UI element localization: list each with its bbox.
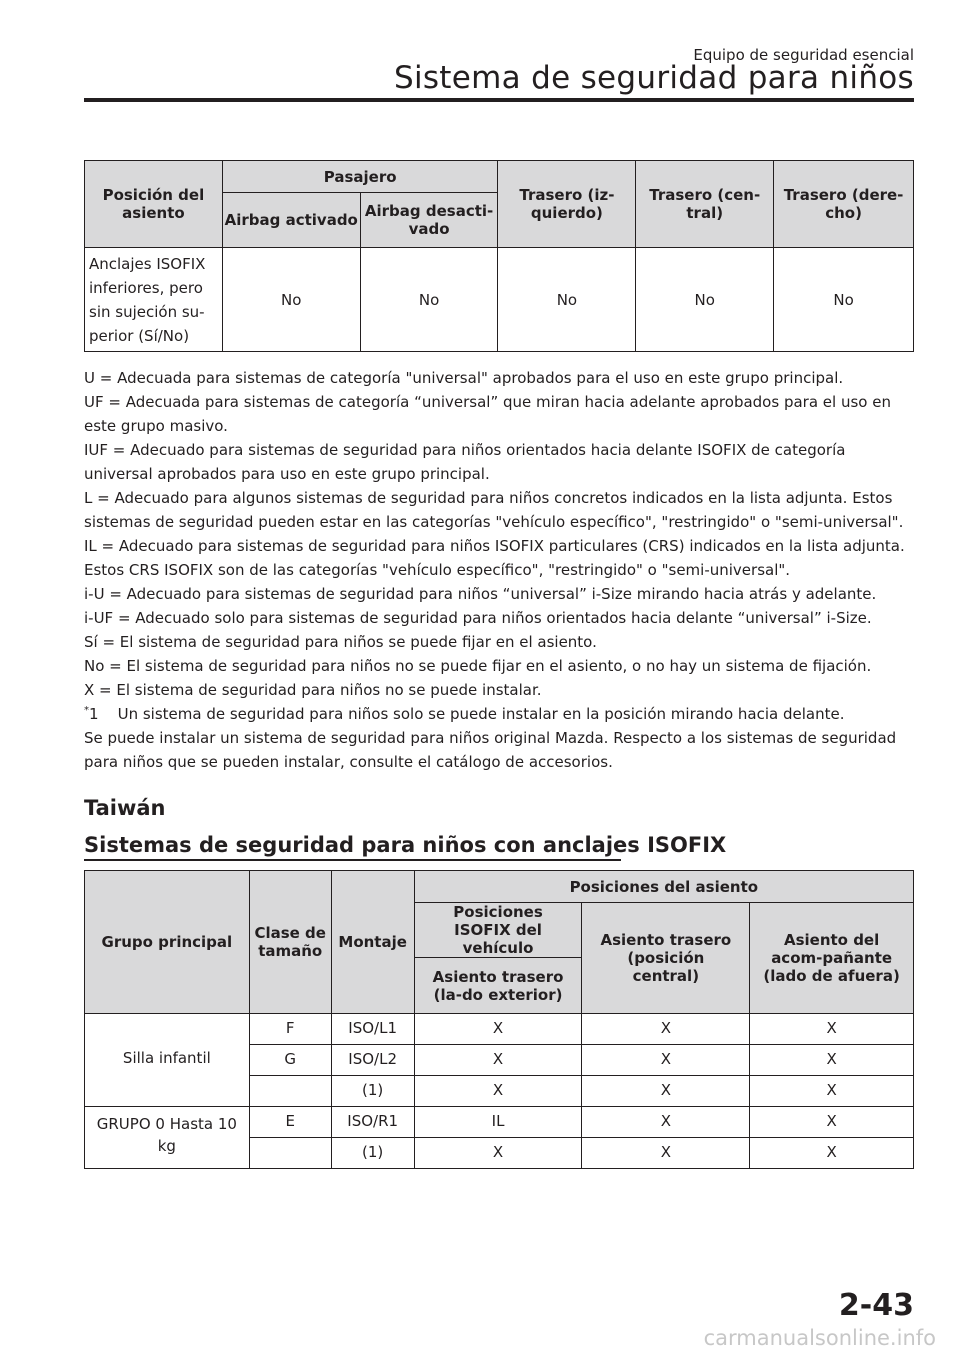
front-passenger-cell: X bbox=[750, 1045, 914, 1076]
section-title: Taiwán bbox=[84, 796, 166, 820]
subsection-underline bbox=[84, 859, 621, 861]
rear-central-cell: X bbox=[582, 1045, 750, 1076]
header-mounting: Montaje bbox=[331, 871, 414, 1014]
value-rear-center: No bbox=[636, 248, 774, 352]
header-front-passenger: Asiento del acom-pañante (lado de afuera) bbox=[750, 903, 914, 1014]
size-class-cell: F bbox=[249, 1014, 331, 1045]
group-label: GRUPO 0 Hasta 10 kg bbox=[85, 1107, 250, 1169]
subsection-title: Sistemas de seguridad para niños con anclajes ISOFIX bbox=[84, 833, 727, 857]
group-label: Silla infantil bbox=[85, 1014, 250, 1107]
note-il: IL = Adecuado para sistemas de seguridad para niños ISOFIX particulares (CRS) indicados en la lista adjunta. Estos CRS ISOFIX son de las categorías "vehículo específico", "restringido" o "semi-universal". bbox=[84, 537, 905, 579]
rear-central-cell: X bbox=[582, 1014, 750, 1045]
table-row bbox=[85, 1014, 914, 1045]
front-passenger-cell: X bbox=[750, 1138, 914, 1169]
header-rear-outer: Asiento trasero (la-do exterior) bbox=[414, 958, 582, 1014]
size-class-cell bbox=[249, 1138, 331, 1169]
value-rear-left: No bbox=[498, 248, 636, 352]
front-passenger-cell: X bbox=[750, 1107, 914, 1138]
page-number: 2-43 bbox=[838, 1288, 914, 1323]
rear-outer-cell: X bbox=[414, 1076, 582, 1107]
header-passenger: Pasajero bbox=[222, 161, 498, 193]
mounting-cell: ISO/L2 bbox=[331, 1045, 414, 1076]
note-i-uf: i-UF = Adecuado solo para sistemas de seguridad para niños orientados hacia delante “universal” i-Size. bbox=[84, 609, 872, 627]
note-uf: UF = Adecuada para sistemas de categoría “universal” que miran hacia adelante aprobados para el uso en este grupo masivo. bbox=[84, 393, 891, 435]
row-label-line: perior (Sí/No) bbox=[89, 326, 190, 345]
value-airbag-on: No bbox=[222, 248, 360, 352]
rear-central-cell: X bbox=[582, 1107, 750, 1138]
header-rear-center: Trasero (cen-tral) bbox=[636, 161, 774, 248]
header-rear-left: Trasero (iz-quierdo) bbox=[498, 161, 636, 248]
row-label-isofix bbox=[85, 248, 223, 352]
seat-position-table bbox=[84, 160, 914, 352]
footnote-1 bbox=[84, 702, 914, 726]
mounting-cell: (1) bbox=[331, 1076, 414, 1107]
size-class-cell: E bbox=[249, 1107, 331, 1138]
value-airbag-off: No bbox=[360, 248, 498, 352]
table-row bbox=[85, 1107, 914, 1138]
front-passenger-cell: X bbox=[750, 1076, 914, 1107]
header-rear-central: Asiento trasero (posición central) bbox=[582, 903, 750, 1014]
isofix-table bbox=[84, 870, 914, 1169]
header-seat-positions: Posiciones del asiento bbox=[414, 871, 913, 903]
row-label-line: sin sujeción su- bbox=[89, 302, 205, 321]
rear-outer-cell: X bbox=[414, 1014, 582, 1045]
header-airbag-on: Airbag activado bbox=[222, 193, 360, 248]
note-i-u: i-U = Adecuado para sistemas de seguridad para niños “universal” i-Size mirando hacia atrás y adelante. bbox=[84, 585, 877, 603]
header-airbag-off: Airbag desacti-vado bbox=[360, 193, 498, 248]
note-si: Sí = El sistema de seguridad para niños se puede fijar en el asiento. bbox=[84, 633, 597, 651]
rear-central-cell: X bbox=[582, 1138, 750, 1169]
watermark: carmanualsonline.info bbox=[703, 1326, 936, 1350]
mounting-cell: ISO/R1 bbox=[331, 1107, 414, 1138]
value-rear-right: No bbox=[774, 248, 914, 352]
page-title: Sistema de seguridad para niños bbox=[393, 60, 914, 96]
isofix-table-body bbox=[85, 1014, 914, 1169]
header-size-class: Clase de tamaño bbox=[249, 871, 331, 1014]
rear-outer-cell: X bbox=[414, 1138, 582, 1169]
header-rule bbox=[84, 98, 914, 102]
row-label-line: Anclajes ISOFIX bbox=[89, 254, 206, 273]
note-x: X = El sistema de seguridad para niños no se puede instalar. bbox=[84, 681, 542, 699]
footnote-mark: * bbox=[84, 705, 89, 716]
header-seat-position: Posición del asiento bbox=[85, 161, 223, 248]
header-main-group: Grupo principal bbox=[85, 871, 250, 1014]
note-l: L = Adecuado para algunos sistemas de seguridad para niños concretos indicados en la lista adjunta. Estos sistemas de seguridad pueden estar en las categorías "vehículo específico", "restringido" o "semi-universal". bbox=[84, 489, 904, 531]
rear-central-cell: X bbox=[582, 1076, 750, 1107]
legend-notes bbox=[84, 366, 914, 774]
size-class-cell bbox=[249, 1076, 331, 1107]
note-iuf: IUF = Adecuado para sistemas de seguridad para niños orientados hacia delante ISOFIX de categoría universal aprobados para uso en este grupo principal. bbox=[84, 441, 846, 483]
rear-outer-cell: IL bbox=[414, 1107, 582, 1138]
footnote-text: 1 Un sistema de seguridad para niños solo se puede instalar en la posición mirando hacia delante. bbox=[89, 705, 845, 723]
rear-outer-cell: X bbox=[414, 1045, 582, 1076]
note-no: No = El sistema de seguridad para niños no se puede fijar en el asiento, o no hay un sistema de fijación. bbox=[84, 657, 872, 675]
header-isofix-positions: Posiciones ISOFIX del vehículo bbox=[414, 903, 582, 958]
mounting-cell: (1) bbox=[331, 1138, 414, 1169]
note-u: U = Adecuada para sistemas de categoría "universal" aprobados para el uso en este grupo principal. bbox=[84, 369, 844, 387]
front-passenger-cell: X bbox=[750, 1014, 914, 1045]
size-class-cell: G bbox=[249, 1045, 331, 1076]
note-mazda: Se puede instalar un sistema de seguridad para niños original Mazda. Respecto a los sistemas de seguridad para niños que se pueden instalar, consulte el catálogo de accesorios. bbox=[84, 729, 897, 771]
row-label-line: inferiores, pero bbox=[89, 278, 203, 297]
mounting-cell: ISO/L1 bbox=[331, 1014, 414, 1045]
header-section-label: Equipo de seguridad esencial bbox=[693, 46, 914, 64]
header-rear-right: Trasero (dere-cho) bbox=[774, 161, 914, 248]
